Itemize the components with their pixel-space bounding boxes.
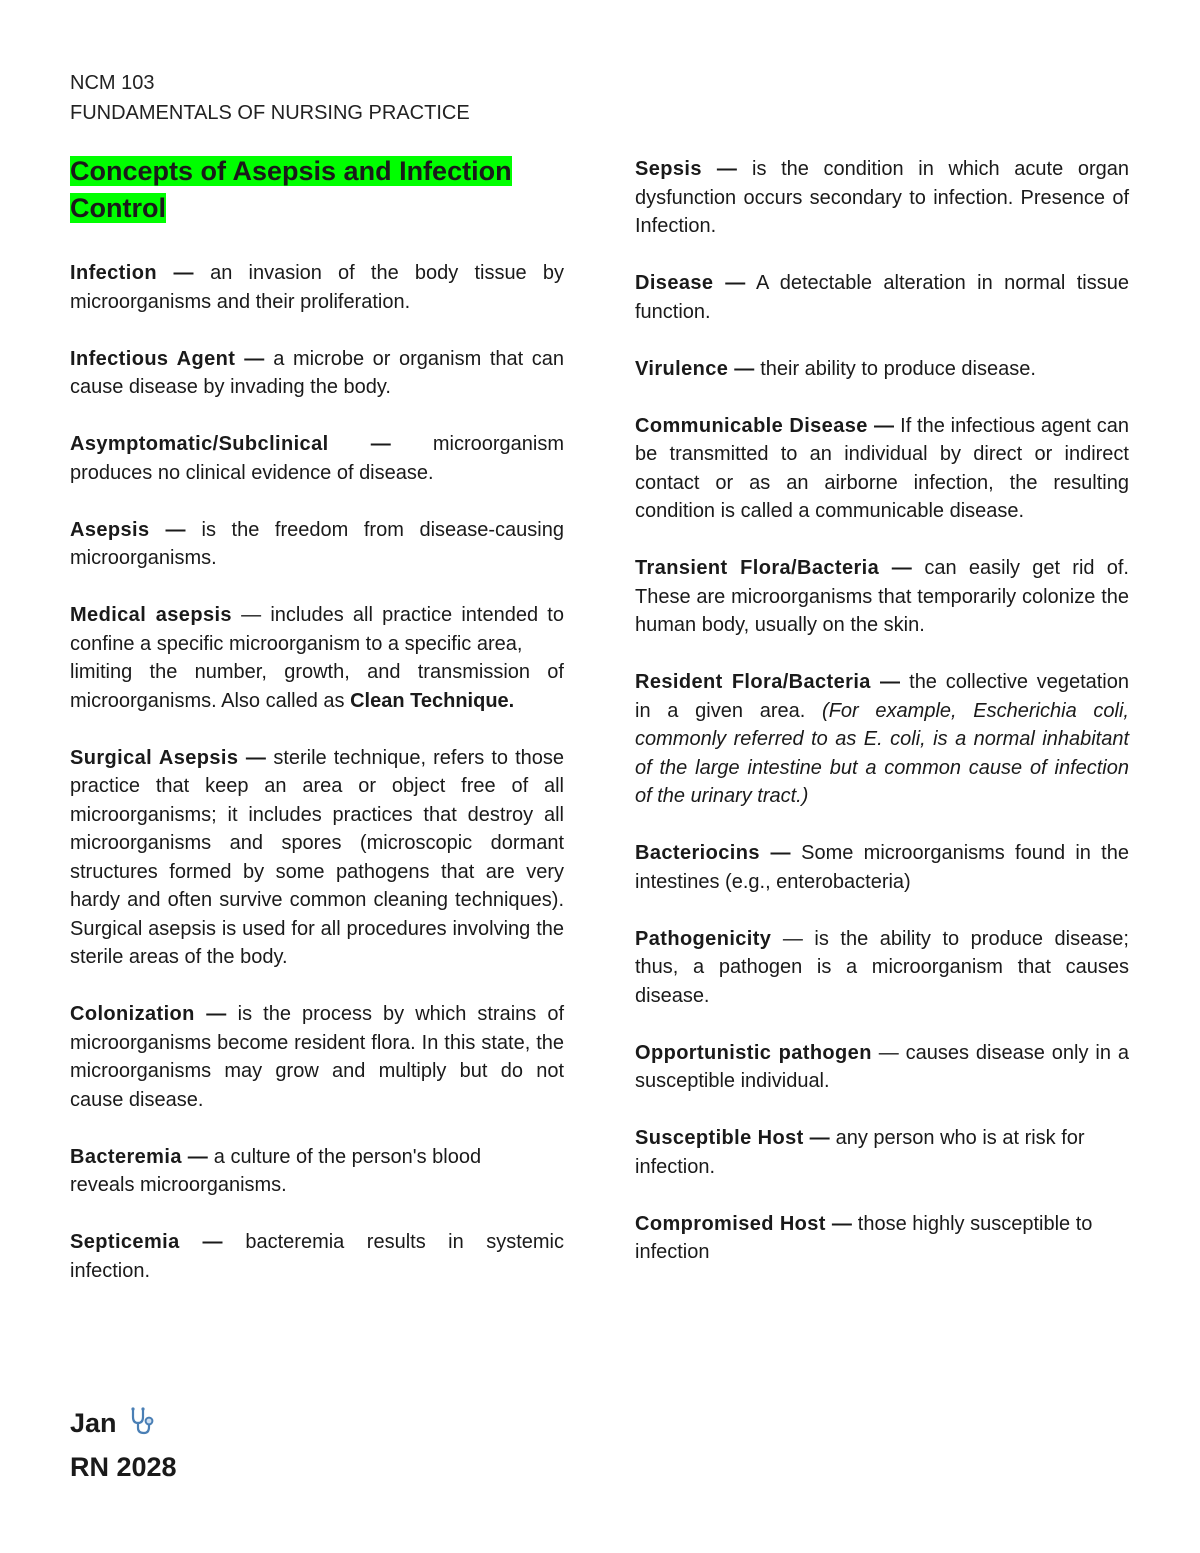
term-label: Infectious Agent — — [70, 347, 265, 370]
term-label: Resident Flora/Bacteria — — [635, 671, 901, 693]
term-label: Sepsis — — [635, 158, 738, 180]
definition-communicable-disease — [635, 412, 1129, 526]
term-label: Compromised Host — — [635, 1212, 853, 1235]
signature — [70, 1403, 177, 1487]
definition-colonization — [70, 1000, 564, 1114]
right-column — [635, 155, 1129, 1295]
term-label: Communicable Disease — — [635, 414, 895, 437]
signature-name-line — [70, 1403, 177, 1447]
term-label: Opportunistic pathogen — [635, 1041, 872, 1064]
page-title — [70, 153, 564, 227]
term-example: (For example, Escherichia coli, commonly referred to as E. coli, is a normal inhabitant of the large intestine but a common cause of infection of the urinary tract.) — [635, 699, 1129, 807]
definition-sepsis — [635, 155, 1129, 241]
term-definition: any person who is at risk for infection. — [635, 1127, 1085, 1178]
definition-opportunistic-pathogen — [635, 1039, 1129, 1096]
definition-virulence — [635, 355, 1129, 384]
term-definition: microorganism produces no clinical evidence of disease. — [70, 433, 564, 484]
term-definition: is the freedom from disease-causing microorganisms. — [70, 518, 564, 569]
term-label: Infection — — [70, 262, 194, 284]
definition-asymptomatic — [70, 430, 564, 487]
course-code: NCM 103 — [70, 72, 155, 94]
term-definition: — causes disease only in a susceptible individual. — [635, 1041, 1129, 1092]
term-label: Bacteriocins — — [635, 842, 791, 864]
course-subject: FUNDAMENTALS OF NURSING PRACTICE — [70, 102, 470, 124]
definition-pathogenicity — [635, 925, 1129, 1011]
term-definition: their ability to produce disease. — [754, 357, 1036, 380]
term-definition: is the process by which strains of microorganisms become resident flora. In this state, the microorganisms may grow and multiply but do not cause disease. — [70, 1003, 565, 1111]
term-definition: bacteremia results in systemic infection. — [70, 1231, 564, 1282]
term-label: Surgical Asepsis — — [70, 746, 267, 769]
term-definition: sterile technique, refers to those practice that keep an area or object free of all microorganisms; it includes practices that destroy all microorganisms and spores (microscopic dormant structures formed by some pathogens that are very hardy and often survive common cleaning techniques). Surgical asepsis is used for all procedures involving the sterile areas of the body. — [70, 746, 565, 968]
definition-susceptible-host — [635, 1124, 1129, 1181]
term-definition: a culture of the person's blood — [208, 1145, 482, 1168]
term-label: Transient Flora/Bacteria — — [635, 557, 913, 579]
term-definition: those highly susceptible to infection — [635, 1212, 1093, 1263]
term-definition: can easily get rid of. These are microorganisms that temporarily colonize the human body, usually on the skin. — [635, 557, 1129, 636]
definition-resident-flora — [635, 668, 1129, 811]
definition-transient-flora — [635, 554, 1129, 640]
term-definition: — includes all practice intended to confine a specific microorganism to a specific area, — [70, 604, 564, 655]
term-label: Pathogenicity — [635, 927, 772, 950]
definition-bacteriocins — [635, 839, 1129, 896]
term-definition: A detectable alteration in normal tissue function. — [635, 272, 1129, 323]
definition-medical-asepsis — [70, 601, 564, 715]
definition-infectious-agent — [70, 345, 564, 402]
term-label: Medical asepsis — [70, 604, 232, 626]
term-label: Disease — — [635, 272, 746, 294]
signature-name: Jan — [70, 1408, 117, 1438]
title-line-1: Concepts of Asepsis and Infection — [70, 156, 512, 186]
term-definition: an invasion of the body tissue by microorganisms and their proliferation. — [70, 262, 564, 313]
term-definition: Some microorganisms found in the intestines (e.g., enterobacteria) — [635, 842, 1129, 893]
term-definition-cont: reveals microorganisms. — [70, 1174, 287, 1196]
definition-disease — [635, 269, 1129, 326]
left-column — [70, 153, 564, 1314]
term-definition: the collective vegetation in a given area. — [635, 671, 1129, 722]
term-label: Susceptible Host — — [635, 1127, 831, 1149]
definition-surgical-asepsis — [70, 744, 564, 972]
term-label: Bacteremia — — [70, 1145, 209, 1168]
term-label: Colonization — — [70, 1003, 227, 1025]
definition-bacteremia — [70, 1143, 564, 1200]
title-line-2: Control — [70, 193, 166, 223]
term-label: Asymptomatic/Subclinical — — [70, 433, 392, 455]
term-label: Septicemia — — [70, 1231, 223, 1253]
document-header — [70, 68, 470, 128]
definition-compromised-host — [635, 1210, 1129, 1267]
definition-septicemia — [70, 1228, 564, 1285]
term-definition: is the condition in which acute organ dysfunction occurs secondary to infection. Presence of Infection. — [635, 158, 1129, 237]
term-label: Virulence — — [635, 357, 755, 380]
term-definition: a microbe or organism that can cause disease by invading the body. — [70, 347, 564, 398]
term-definition: — is the ability to produce disease; thus, a pathogen is a microorganism that causes disease. — [635, 927, 1129, 1007]
definition-asepsis — [70, 516, 564, 573]
term-definition-cont: limiting the number, growth, and transmission of microorganisms. Also called as — [70, 661, 564, 712]
stethoscope-icon — [128, 1406, 156, 1447]
clean-technique-emphasis: Clean Technique. — [350, 689, 515, 712]
term-label: Asepsis — — [70, 518, 186, 541]
term-definition: If the infectious agent can be transmitted to an individual by direct or indirect contact or as an airborne infection, the resulting condition is called a communicable disease. — [635, 414, 1129, 522]
definition-infection — [70, 259, 564, 316]
signature-tagline: RN 2028 — [70, 1452, 177, 1482]
